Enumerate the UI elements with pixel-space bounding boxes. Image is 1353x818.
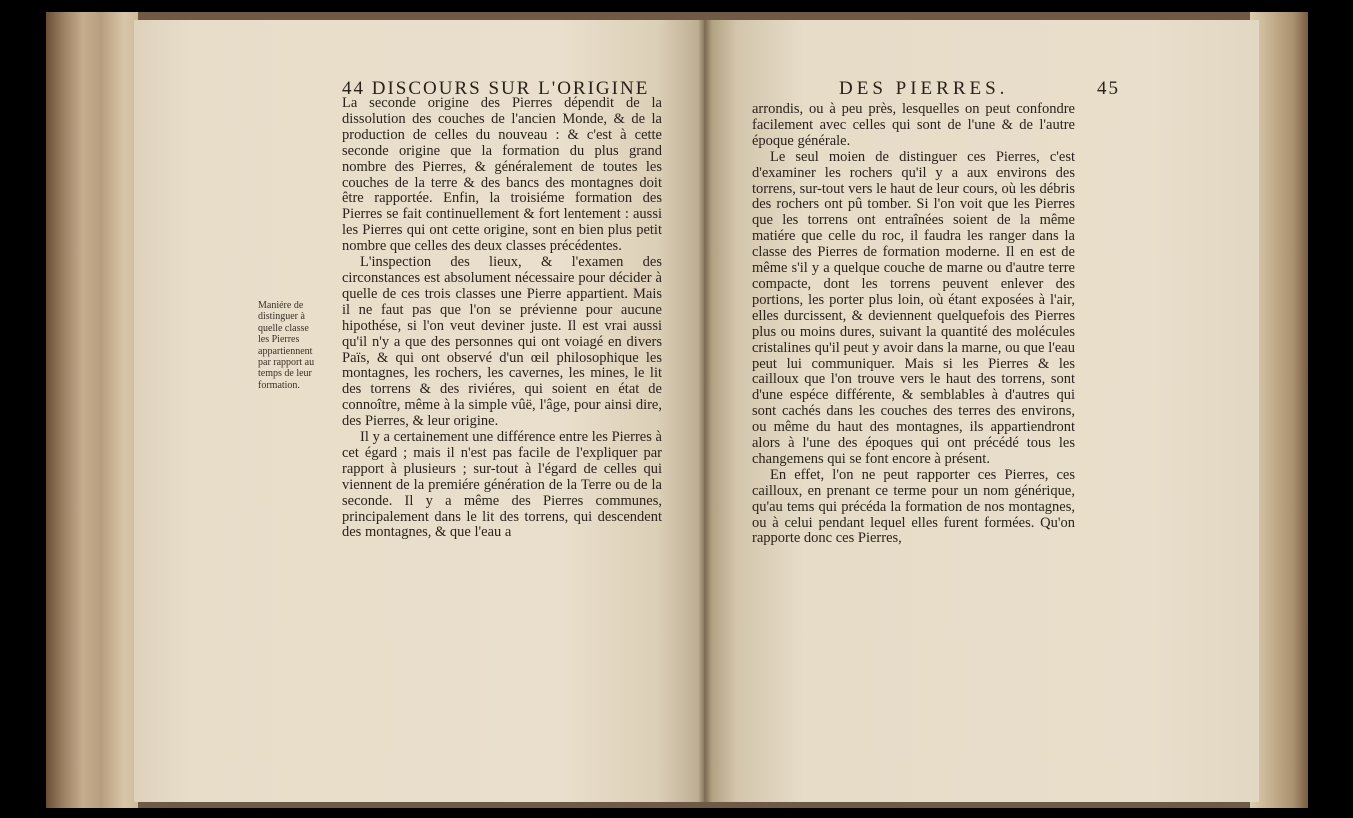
right-page [704, 20, 1259, 802]
left-page [134, 20, 704, 802]
right-running-head: DES PIERRES. [839, 78, 1009, 99]
paragraph: Il y a certainement une différence entre les Pierres à cet égard ; mais il n'est pas facile de l'expliquer par rapport à plusieurs ; sur-tout à l'égard de celles qui viennent de la premiére génération de la Terre ou de la seconde. Il y a même des Pierres communes, principalement dans le lit des torrens, qui descendent des montagnes, & que l'eau a [342, 429, 662, 541]
left-body-text [342, 96, 662, 541]
paragraph: L'inspection des lieux, & l'examen des circonstances est absolument nécessaire pour décider à quelle de ces trois classes une Pierre appartient. Mais il ne faut pas que l'on se prévienne pour aucune hipothése, si l'on veut deviner juste. Il est vrai aussi qu'il n'y a que des personnes qui ont voiagé en divers Païs, & qui ont observé d'un œil philosophique les montagnes, les rochers, les cavernes, les mines, le lit des torrens & des riviéres, qui soient en état de connoître, même à la simple vûë, l'âge, pour ainsi dire, des Pierres, & leur origine. [342, 254, 662, 430]
page-block-edge-left [46, 12, 138, 808]
open-book [46, 12, 1308, 808]
margin-note: Maniére de distinguer à quelle classe les Pierres appartiennent par rapport au temps de leur formation. [258, 300, 315, 391]
book-gutter [698, 20, 712, 802]
left-running-head: 44 DISCOURS SUR L'ORIGINE [342, 78, 650, 99]
right-body-text [752, 102, 1075, 547]
page-number: 45 [1097, 78, 1120, 99]
paragraph: Le seul moien de distinguer ces Pierres, c'est d'examiner les rochers qu'il y a aux environs des torrens, sur-tout vers le haut de leur cours, où les débris des rochers ont pû tomber. Si l'on voit que les Pierres que les torrens ont entraînées soient de la même matiére que celle du roc, il faudra les ranger dans la classe des Pierres de formation moderne. Il en est de même s'il y a quelque couche de marne ou d'autre terre compacte, dont les torrens peuvent enlever des portions, les porter plus loin, où étant exposées à l'air, elles durcissent, & deviennent quelquefois des Pierres plus ou moins dures, suivant la quantité des molécules cristalines qu'il peut y avoir dans la marne, ou que l'eau peut lui communiquer. Mais si les Pierres & les cailloux que l'on trouve vers le haut des torrens, sont d'une espéce différente, & semblables à d'autres qui sont cachés dans les couches des terres des environs, ou même du haut des montagnes, ils appartiendront alors à l'une des époques qui ont précédé tous les changemens qui se font encore à présent. [752, 148, 1075, 467]
paragraph: La seconde origine des Pierres dépendit de la dissolution des couches de l'ancien Monde, & de la production de celles du nouveau : & c'est à cette seconde origine que la formation du plus grand nombre des Pierres, & généralement de toutes les couches de la terre & des bancs des montagnes doit être rapportée. Enfin, la troisiéme formation des Pierres se fait continuellement & fort lentement : aussi les Pierres qui ont cette origine, sont en bien plus petit nombre que celles des deux classes précédentes. [342, 95, 662, 255]
paragraph: En effet, l'on ne peut rapporter ces Pierres, ces cailloux, en prenant ce terme pour un nom générique, qu'au tems qui précéda la formation de nos montagnes, ou à celui pendant lequel elles furent formées. Qu'on rapporte donc ces Pierres, [752, 466, 1075, 547]
paragraph: arrondis, ou à peu près, lesquelles on peut confondre facilement avec celles qui sont de l'une & de l'autre époque générale. [752, 101, 1075, 149]
